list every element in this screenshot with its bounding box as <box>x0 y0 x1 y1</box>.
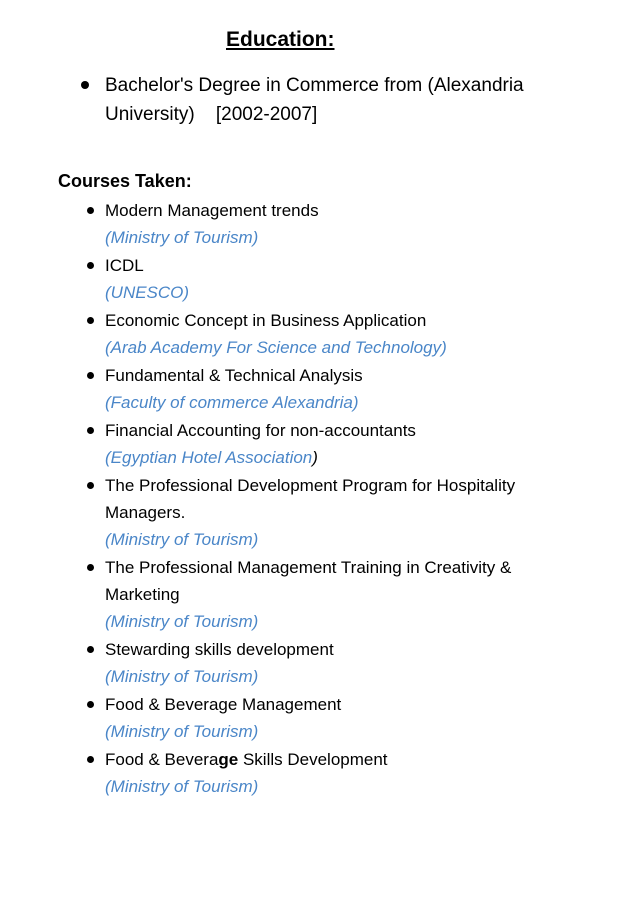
education-degree-institution: University) <box>105 104 195 125</box>
bullet-icon <box>87 262 94 269</box>
course-provider: (Faculty of commerce Alexandria) <box>105 393 359 412</box>
course-title: Financial Accounting for non-accountants <box>105 421 416 440</box>
course-provider: (Arab Academy For Science and Technology) <box>105 338 447 357</box>
course-provider: (Ministry of Tourism) <box>105 612 259 631</box>
course-item <box>105 197 545 251</box>
course-title: Modern Management trends <box>105 201 319 220</box>
bullet-icon <box>87 372 94 379</box>
course-provider: (Ministry of Tourism) <box>105 722 259 741</box>
course-item <box>105 636 545 690</box>
education-degree-line1: Bachelor's Degree in Commerce from (Alexandria <box>105 75 524 96</box>
bullet-icon <box>87 756 94 763</box>
course-title-part: Skills Development <box>238 750 388 769</box>
bullet-icon <box>87 646 94 653</box>
course-item <box>105 554 545 635</box>
course-provider: (Ministry of Tourism) <box>105 667 259 686</box>
course-item <box>105 307 545 361</box>
course-provider-name: (Egyptian Hotel Association <box>105 448 313 467</box>
education-heading: Education: <box>226 28 335 51</box>
course-item <box>105 746 545 800</box>
course-title: Economic Concept in Business Application <box>105 311 427 330</box>
course-title: Fundamental & Technical Analysis <box>105 366 363 385</box>
bullet-icon <box>81 81 89 89</box>
course-provider: (UNESCO) <box>105 283 190 302</box>
course-item <box>105 252 545 306</box>
course-item <box>105 691 545 745</box>
education-degree-years: [2002-2007] <box>215 104 318 125</box>
course-title: ICDL <box>105 256 144 275</box>
bullet-icon <box>87 482 94 489</box>
course-item <box>105 417 545 471</box>
course-title: Food & Beverage Management <box>105 695 342 714</box>
bullet-icon <box>87 701 94 708</box>
course-item <box>105 472 545 553</box>
bullet-icon <box>87 207 94 214</box>
course-provider-close-paren: ) <box>312 448 318 467</box>
course-title-part: Food & Bevera <box>105 750 219 769</box>
course-title: The Professional Development Program for Hospitality <box>105 476 516 495</box>
course-title-continued: Managers. <box>105 503 186 522</box>
course-title <box>105 750 388 769</box>
course-provider <box>105 444 545 471</box>
courses-heading: Courses Taken: <box>58 171 192 191</box>
education-item <box>105 71 545 129</box>
course-title-bold-part: ge <box>218 750 239 769</box>
course-provider: (Ministry of Tourism) <box>105 530 259 549</box>
bullet-icon <box>87 564 94 571</box>
bullet-icon <box>87 427 94 434</box>
course-title-continued: Marketing <box>105 585 180 604</box>
bullet-icon <box>87 317 94 324</box>
course-title: The Professional Management Training in Creativity & <box>105 558 512 577</box>
course-item <box>105 362 545 416</box>
course-provider: (Ministry of Tourism) <box>105 228 259 247</box>
course-title: Stewarding skills development <box>105 640 334 659</box>
course-provider: (Ministry of Tourism) <box>105 777 259 796</box>
